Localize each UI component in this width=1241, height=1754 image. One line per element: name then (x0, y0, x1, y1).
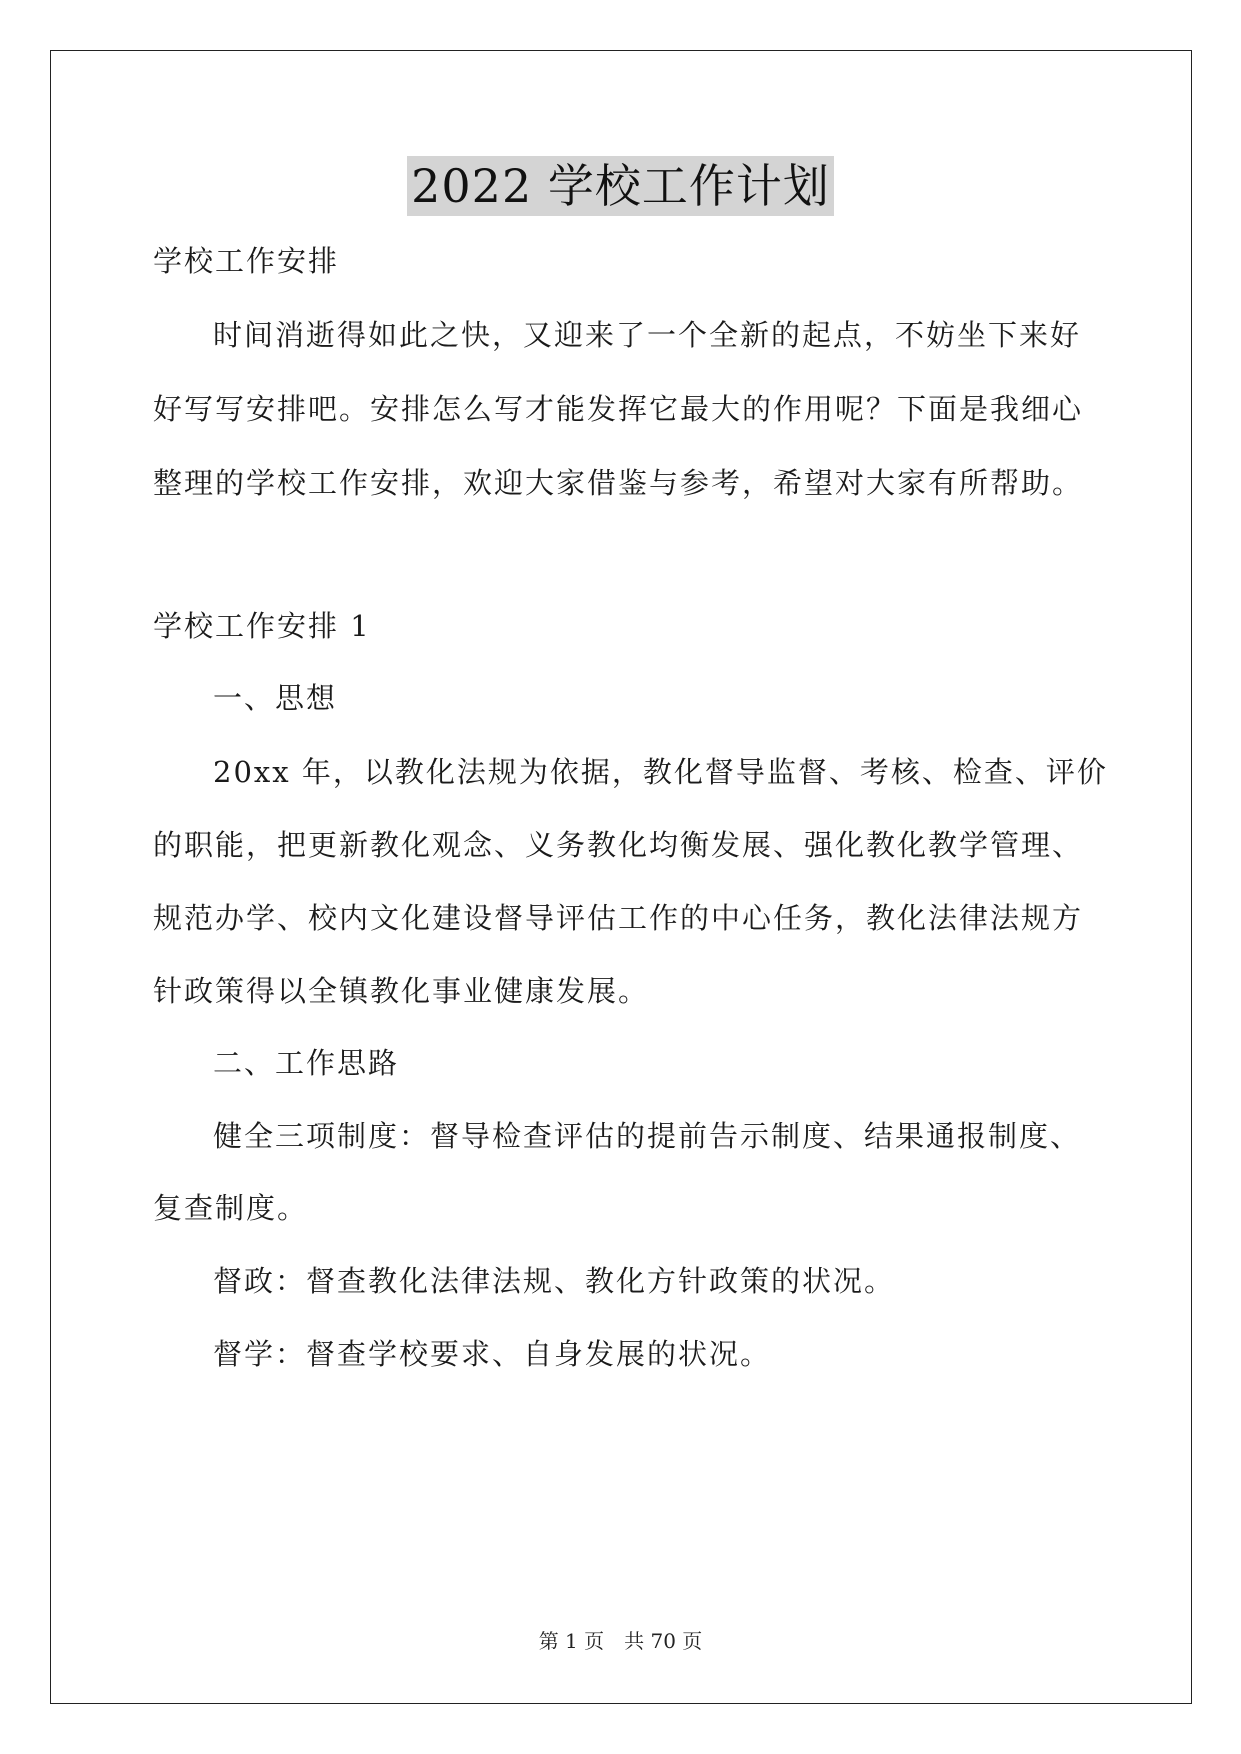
page-total: 共 70 页 (624, 1629, 703, 1653)
page-footer (0, 1628, 1241, 1654)
section-heading: 学校工作安排 (153, 244, 340, 278)
subheading: 二、工作思路 (213, 1046, 400, 1080)
subheading: 一、思想 (213, 681, 338, 715)
paragraph-line: 健全三项制度：督导检查评估的提前告示制度、结果通报制度、 (213, 1119, 1082, 1153)
paragraph-line: 督政：督查教化法律法规、教化方针政策的状况。 (213, 1264, 896, 1298)
paragraph-line: 针政策得以全镇教化事业健康发展。 (153, 974, 650, 1008)
paragraph-line: 整理的学校工作安排，欢迎大家借鉴与参考，希望对大家有所帮助。 (153, 466, 1084, 500)
paragraph-line: 督学：督查学校要求、自身发展的状况。 (213, 1337, 772, 1371)
title-container (0, 156, 1241, 216)
paragraph-line: 规范办学、校内文化建设督导评估工作的中心任务，教化法律法规方 (153, 901, 1084, 935)
page-number: 第 1 页 (538, 1629, 605, 1653)
section-heading: 学校工作安排 1 (153, 609, 371, 643)
paragraph-line: 20xx 年，以教化法规为依据，教化督导监督、考核、检查、评价 (213, 755, 1108, 789)
paragraph-line: 的职能，把更新教化观念、义务教化均衡发展、强化教化教学管理、 (153, 828, 1084, 862)
paragraph-line: 好写写安排吧。安排怎么写才能发挥它最大的作用呢？下面是我细心 (153, 392, 1084, 426)
paragraph-line: 时间消逝得如此之快，又迎来了一个全新的起点，不妨坐下来好 (213, 318, 1082, 352)
page-border (50, 50, 1192, 1704)
document-title: 2022 学校工作计划 (407, 156, 834, 216)
paragraph-line: 复查制度。 (153, 1191, 309, 1225)
